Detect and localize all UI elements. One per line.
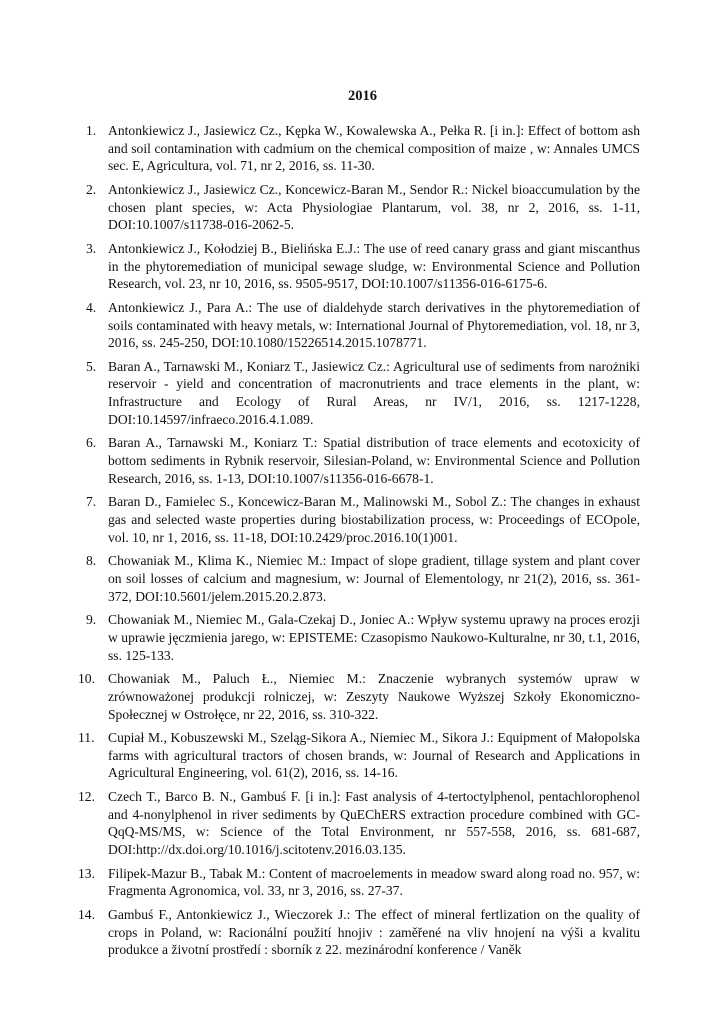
reference-number: 7. bbox=[86, 494, 97, 510]
reference-item bbox=[78, 552, 640, 605]
reference-text: Antonkiewicz J., Para A.: The use of dialdehyde starch derivatives in the phytoremediation of soils contaminated with heavy metals, w: International Journal of Phytoremediation, vol. 18, nr 3, 2016, ss. 245-250, DOI:10.1080/15226514.2015.1078771. bbox=[108, 299, 640, 351]
reference-number: 9. bbox=[86, 612, 97, 628]
year-heading: 2016 bbox=[348, 88, 377, 104]
reference-number: 12. bbox=[78, 789, 95, 805]
reference-number: 1. bbox=[86, 123, 97, 138]
reference-text: Chowaniak M., Niemiec M., Gala-Czekaj D., Joniec A.: Wpływ systemu uprawy na proces erozji w uprawie jęczmienia jarego, w: EPISTEME: Czasopismo Naukowo-Kulturalne, nr 30, t.1, 2016, ss. 125-133. bbox=[108, 612, 640, 663]
reference-text: Antonkiewicz J., Kołodziej B., Bielińska E.J.: The use of reed canary grass and giant miscanthus in the phytoremediation of municipal sewage sludge, w: Environmental Science and Pollution Research, vol. 23, nr 10, 2016, ss. 9505-9517, DOI:10.1007/s11356-016-6175-6. bbox=[108, 240, 640, 292]
reference-number: 5. bbox=[86, 358, 97, 374]
reference-text: Cupiał M., Kobuszewski M., Szeląg-Sikora A., Niemiec M., Sikora J.: Equipment of Małopolska farms with agricultural tractors of chosen brands, w: Journal of Research and Applications in Agricultural Engineering, vol. 61(2), 2016, ss. 14-16. bbox=[108, 730, 640, 781]
reference-item bbox=[78, 299, 640, 352]
reference-item bbox=[78, 434, 640, 487]
reference-item bbox=[78, 181, 640, 234]
reference-item bbox=[78, 729, 640, 782]
reference-number: 4. bbox=[86, 299, 97, 315]
reference-number: 10. bbox=[78, 671, 95, 687]
reference-item bbox=[78, 906, 640, 959]
reference-text: Chowaniak M., Klima K., Niemiec M.: Impact of slope gradient, tillage system and plant cover on soil losses of calcium and magnesium, w: Journal of Elementology, nr 21(2), 2016, ss. 361-372, DOI:10.5601/jelem.2015.20.2.873. bbox=[108, 553, 640, 604]
reference-item bbox=[78, 122, 640, 175]
reference-number: 3. bbox=[86, 240, 97, 256]
reference-item bbox=[78, 611, 640, 664]
reference-text: Czech T., Barco B. N., Gambuś F. [i in.]: Fast analysis of 4-tertoctylphenol, pentachlorophenol and 4-nonylphenol in river sediments by QuEChERS extraction procedure combined with GC-QqQ-MS/MS, w: Science of the Total Environment, nr 557-558, 2016, ss. 681-687, DOI:http://dx.doi.org/10.1016/j.scitotenv.2016.03.135. bbox=[108, 789, 640, 858]
reference-text: Antonkiewicz J., Jasiewicz Cz., Koncewicz-Baran M., Sendor R.: Nickel bioaccumulation by the chosen plant species, w: Acta Physiologiae Plantarum, vol. 38, nr 2, 2016, ss. 1-11, DOI:10.1007/s11738-016-2062-5. bbox=[108, 181, 640, 233]
reference-text: Baran D., Famielec S., Koncewicz-Baran M., Malinowski M., Sobol Z.: The changes in exhaust gas and selected waste properties during biostabilization process, w: Proceedings of ECOpole, vol. 10, nr 1, 2016, ss. 11-18, DOI:10.2429/proc.2016.10(1)001. bbox=[108, 494, 640, 545]
reference-text: Antonkiewicz J., Jasiewicz Cz., Kępka W., Kowalewska A., Pełka R. [i in.]: Effect of bottom ash and soil contamination with cadmium on the chemical composition of maize , w: Annales UMCS sec. E, Agricultura, vol. 71, nr 2, 2016, ss. 11-30. bbox=[108, 123, 640, 174]
reference-number: 8. bbox=[86, 553, 97, 569]
reference-number: 13. bbox=[78, 865, 95, 881]
reference-text: Baran A., Tarnawski M., Koniarz T.: Spatial distribution of trace elements and ecotoxicity of bottom sediments in Rybnik reservoir, Silesian-Poland, w: Environmental Science and Pollution Research, 2016, ss. 1-13, DOI:10.1007/s11356-016-6678-1. bbox=[108, 435, 640, 486]
reference-item bbox=[78, 493, 640, 546]
reference-item bbox=[78, 358, 640, 428]
reference-item bbox=[78, 788, 640, 858]
reference-item bbox=[78, 865, 640, 900]
reference-text: Filipek-Mazur B., Tabak M.: Content of macroelements in meadow sward along road no. 957, w: Fragmenta Agronomica, vol. 33, nr 3, 2016, ss. 27-37. bbox=[108, 865, 640, 899]
reference-item bbox=[78, 240, 640, 293]
reference-item bbox=[78, 670, 640, 723]
reference-number: 2. bbox=[86, 181, 97, 197]
reference-text: Baran A., Tarnawski M., Koniarz T., Jasiewicz Cz.: Agricultural use of sediments from narożniki reservoir - yield and concentration of macronutrients and trace elements in the plant, w: Infrastructure and Ecology of Rural Areas, nr IV/1, 2016, ss. 1217-1228, DOI:10.14597/infraeco.2016.4.1.089. bbox=[108, 358, 640, 427]
reference-number: 11. bbox=[78, 730, 95, 746]
reference-text: Gambuś F., Antonkiewicz J., Wieczorek J.: The effect of mineral fertlization on the quality of crops in Poland, w: Racionální použití hnojiv : zaměřené na vliv hnojení na výši a kvalitu produkce a životní prostředí : sborník z 22. mezinárodní konference / Vaněk bbox=[108, 907, 640, 958]
reference-text: Chowaniak M., Paluch Ł., Niemiec M.: Znaczenie wybranych systemów upraw w zrównoważonej produkcji rolniczej, w: Zeszyty Naukowe Wyższej Szkoły Ekonomiczno-Społecznej w Ostrołęce, nr 22, 2016, ss. 310-322. bbox=[108, 671, 640, 722]
reference-number: 14. bbox=[78, 907, 95, 923]
reference-list bbox=[78, 122, 640, 965]
reference-number: 6. bbox=[86, 435, 97, 451]
